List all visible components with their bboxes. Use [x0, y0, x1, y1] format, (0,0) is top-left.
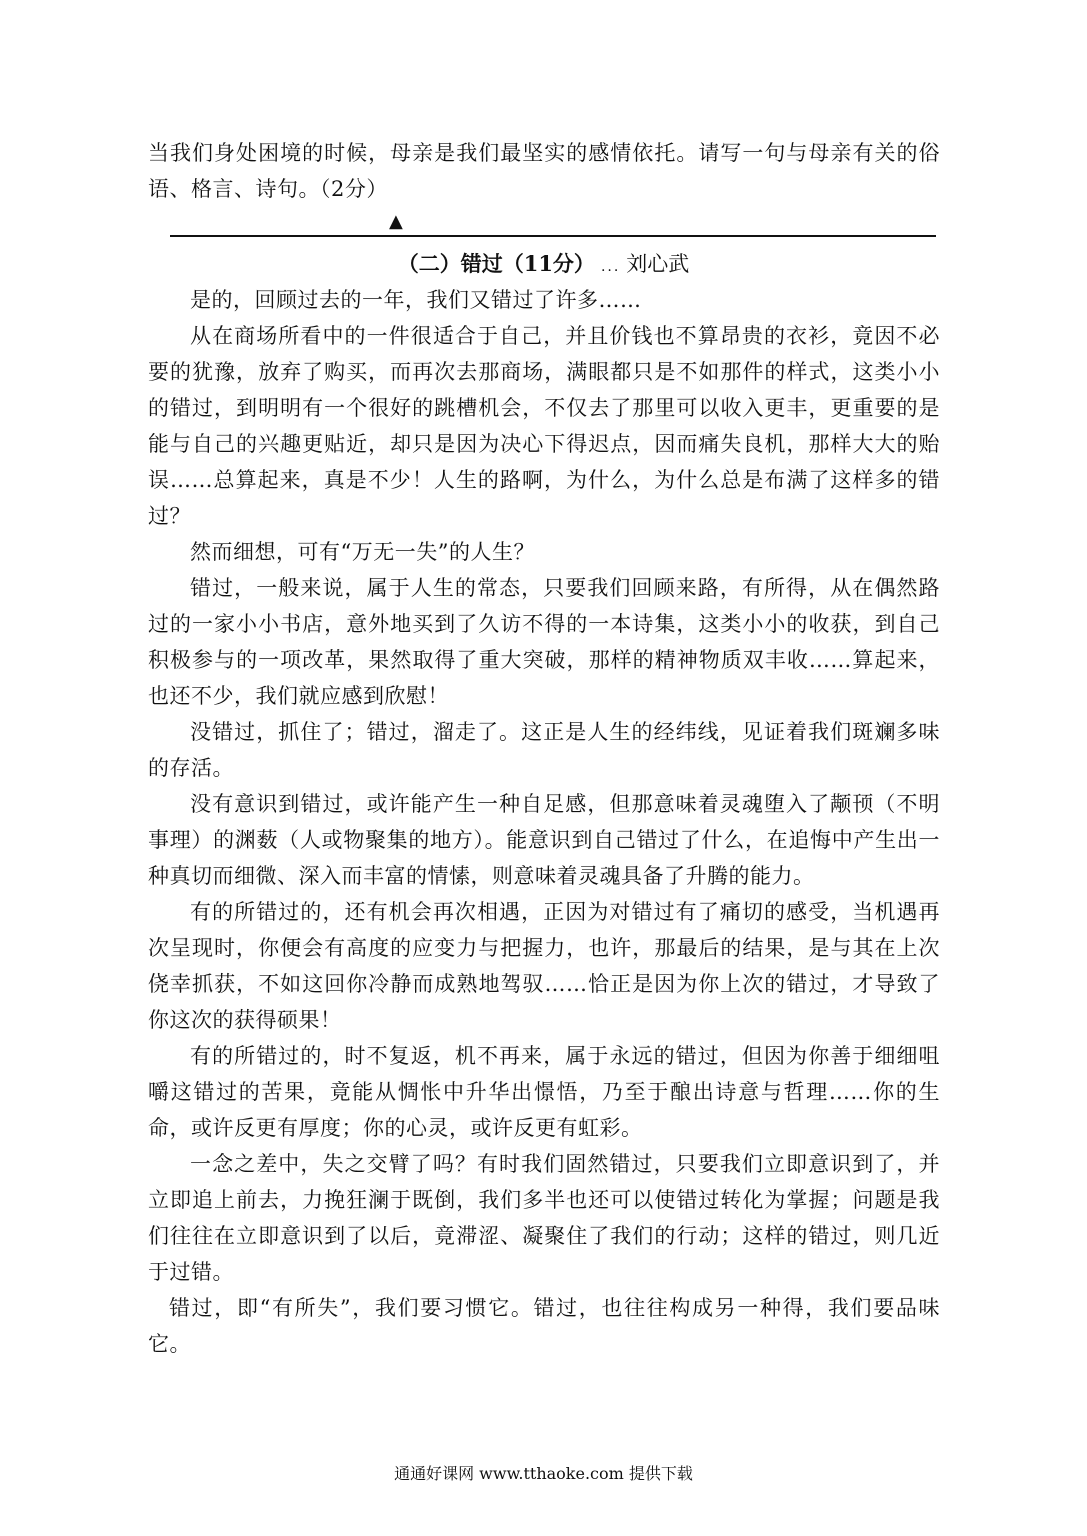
- paragraph-6: 没有意识到错过，或许能产生一种自足感，但那意味着灵魂堕入了颟顸（不明事理）的渊薮（人或物聚集的地方）。能意识到自己错过了什么，在追悔中产生出一种真切而细微、深入而丰富的情愫，则意味着灵魂具备了升腾的能力。: [148, 792, 940, 888]
- paragraph-7: 有的所错过的，还有机会再次相遇，正因为对错过有了痛切的感受，当机遇再次呈现时，你便会有高度的应变力与把握力，也许，那最后的结果，是与其在上次侥幸抓获，不如这回你冷静而成熟地驾驭……恰正是因为你上次的错过，才导致了你这次的获得硕果！: [148, 900, 940, 1032]
- paragraph-9: 一念之差中，失之交臂了吗？有时我们固然错过，只要我们立即意识到了，并立即追上前去，力挽狂澜于既倒，我们多半也还可以使错过转化为掌握；问题是我们往往在立即意识到了以后，竟滞涩、凝聚住了我们的行动；这样的错过，则几近于过错。: [148, 1152, 940, 1284]
- paragraph-10: 错过，即“有所失”，我们要习惯它。错过，也往往构成另一种得，我们要品味它。: [148, 1296, 940, 1356]
- paragraph-4: 错过，一般来说，属于人生的常态，只要我们回顾来路，有所得，从在偶然路过的一家小小书店，意外地买到了久访不得的一本诗集，这类小小的收获，到自己积极参与的一项改革，果然取得了重大突破，那样的精神物质双丰收……算起来，也还不少，我们就应感到欣慰！: [148, 576, 940, 708]
- paragraph-1: 是的，回顾过去的一年，我们又错过了许多……: [190, 288, 642, 312]
- section-heading: [0, 246, 1087, 285]
- article-body: [148, 282, 940, 1362]
- section-title: （二）错过（11分）: [397, 251, 595, 276]
- page-footer: 通通好课网 www.tthaoke.com 提供下载: [394, 1464, 693, 1483]
- section-author: 刘心武: [626, 252, 690, 276]
- section-title-dots: ...: [600, 259, 621, 275]
- paragraph-3: 然而细想，可有“万无一失”的人生？: [190, 540, 535, 564]
- answer-marker-triangle-icon: ▲: [389, 211, 403, 232]
- intro-question: 当我们身处困境的时候，母亲是我们最坚实的感情依托。请写一句与母亲有关的俗语、格言、诗句。（2分）: [148, 141, 940, 201]
- answer-line: [170, 235, 936, 237]
- paragraph-2: 从在商场所看中的一件很适合于自己，并且价钱也不算昂贵的衣衫，竟因不必要的犹豫，放弃了购买，而再次去那商场，满眼都只是不如那件的样式，这类小小的错过，到明明有一个很好的跳槽机会，不仅去了那里可以收入更丰，更重要的是能与自己的兴趣更贴近，却只是因为决心下得迟点，因而痛失良机，那样大大的贻误……总算起来，真是不少！人生的路啊，为什么，为什么总是布满了这样多的错过？: [148, 324, 940, 528]
- paragraph-5: 没错过，抓住了；错过，溜走了。这正是人生的经纬线，见证着我们斑斓多味的存活。: [148, 720, 940, 780]
- paragraph-8: 有的所错过的，时不复返，机不再来，属于永远的错过，但因为你善于细细咀嚼这错过的苦果，竟能从惆怅中升华出憬悟，乃至于酿出诗意与哲理……你的生命，或许反更有厚度；你的心灵，或许反更有虹彩。: [148, 1044, 940, 1140]
